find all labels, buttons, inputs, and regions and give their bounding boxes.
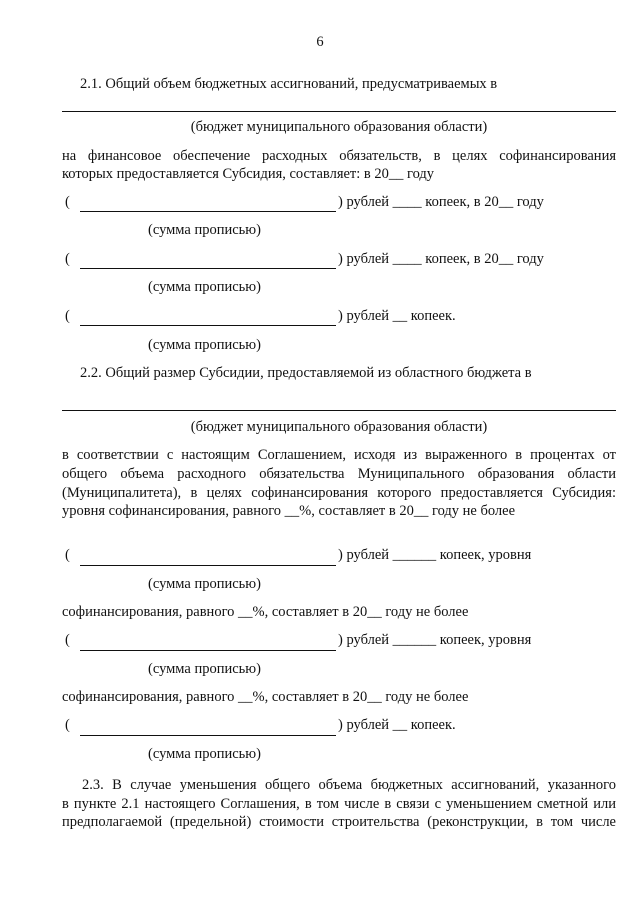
open-paren: ( bbox=[65, 251, 70, 267]
budget-caption: (бюджет муниципального образования области) bbox=[190, 419, 488, 435]
open-paren: ( bbox=[65, 308, 70, 324]
amount-blank-line bbox=[80, 565, 336, 566]
amount-row-text: ) рублей ______ копеек, уровня bbox=[338, 632, 532, 648]
section-2-1-heading: 2.1. Общий объем бюджетных ассигнований, предусматриваемых в bbox=[80, 76, 498, 92]
open-paren: ( bbox=[65, 632, 70, 648]
amount-blank-line bbox=[80, 650, 336, 651]
paragraph-line: на финансовое обеспечение расходных обязательств, в целях софинансирования bbox=[62, 148, 616, 164]
amount-blank-line bbox=[80, 325, 336, 326]
amount-blank-line bbox=[80, 735, 336, 736]
amount-caption: (сумма прописью) bbox=[148, 222, 261, 238]
section-2-2-heading: 2.2. Общий размер Субсидии, предоставляемой из областного бюджета в bbox=[80, 365, 532, 381]
amount-blank-line bbox=[80, 268, 336, 269]
amount-row-text: ) рублей ____ копеек, в 20__ году bbox=[338, 194, 544, 210]
budget-blank-line bbox=[62, 410, 616, 411]
paragraph-line: уровня софинансирования, равного __%, составляет в 20__ году не более bbox=[62, 503, 516, 519]
amount-row-text: ) рублей __ копеек. bbox=[338, 308, 456, 324]
open-paren: ( bbox=[65, 547, 70, 563]
amount-blank-line bbox=[80, 211, 336, 212]
paragraph-line: (Муниципалитета), в целях софинансирования которого предоставляется Субсидия: bbox=[62, 485, 616, 501]
amount-row-text: ) рублей __ копеек. bbox=[338, 717, 456, 733]
cofinancing-line: софинансирования, равного __%, составляет в 20__ году не более bbox=[62, 604, 469, 620]
amount-caption: (сумма прописью) bbox=[148, 661, 261, 677]
amount-row-text: ) рублей ______ копеек, уровня bbox=[338, 547, 532, 563]
amount-caption: (сумма прописью) bbox=[148, 746, 261, 762]
amount-row-text: ) рублей ____ копеек, в 20__ году bbox=[338, 251, 544, 267]
section-2-3-line: предполагаемой (предельной) стоимости строительства (реконструкции, в том числе bbox=[62, 814, 616, 830]
paragraph-line: в соответствии с настоящим Соглашением, исходя из выраженного в процентах от bbox=[62, 447, 616, 463]
amount-caption: (сумма прописью) bbox=[148, 576, 261, 592]
section-2-3-line: 2.3. В случае уменьшения общего объема бюджетных ассигнований, указанного bbox=[82, 777, 616, 793]
amount-caption: (сумма прописью) bbox=[148, 279, 261, 295]
open-paren: ( bbox=[65, 717, 70, 733]
budget-caption: (бюджет муниципального образования области) bbox=[190, 119, 488, 135]
section-2-3-line: в пункте 2.1 настоящего Соглашения, в том числе в связи с уменьшением сметной или bbox=[62, 796, 616, 812]
page-number: 6 bbox=[316, 34, 324, 50]
cofinancing-line: софинансирования, равного __%, составляет в 20__ году не более bbox=[62, 689, 469, 705]
amount-caption: (сумма прописью) bbox=[148, 337, 261, 353]
open-paren: ( bbox=[65, 194, 70, 210]
budget-blank-line bbox=[62, 111, 616, 112]
paragraph-line: общего объема расходного обязательства Муниципального образования области bbox=[62, 466, 616, 482]
paragraph-line: которых предоставляется Субсидия, составляет: в 20__ году bbox=[62, 166, 435, 182]
